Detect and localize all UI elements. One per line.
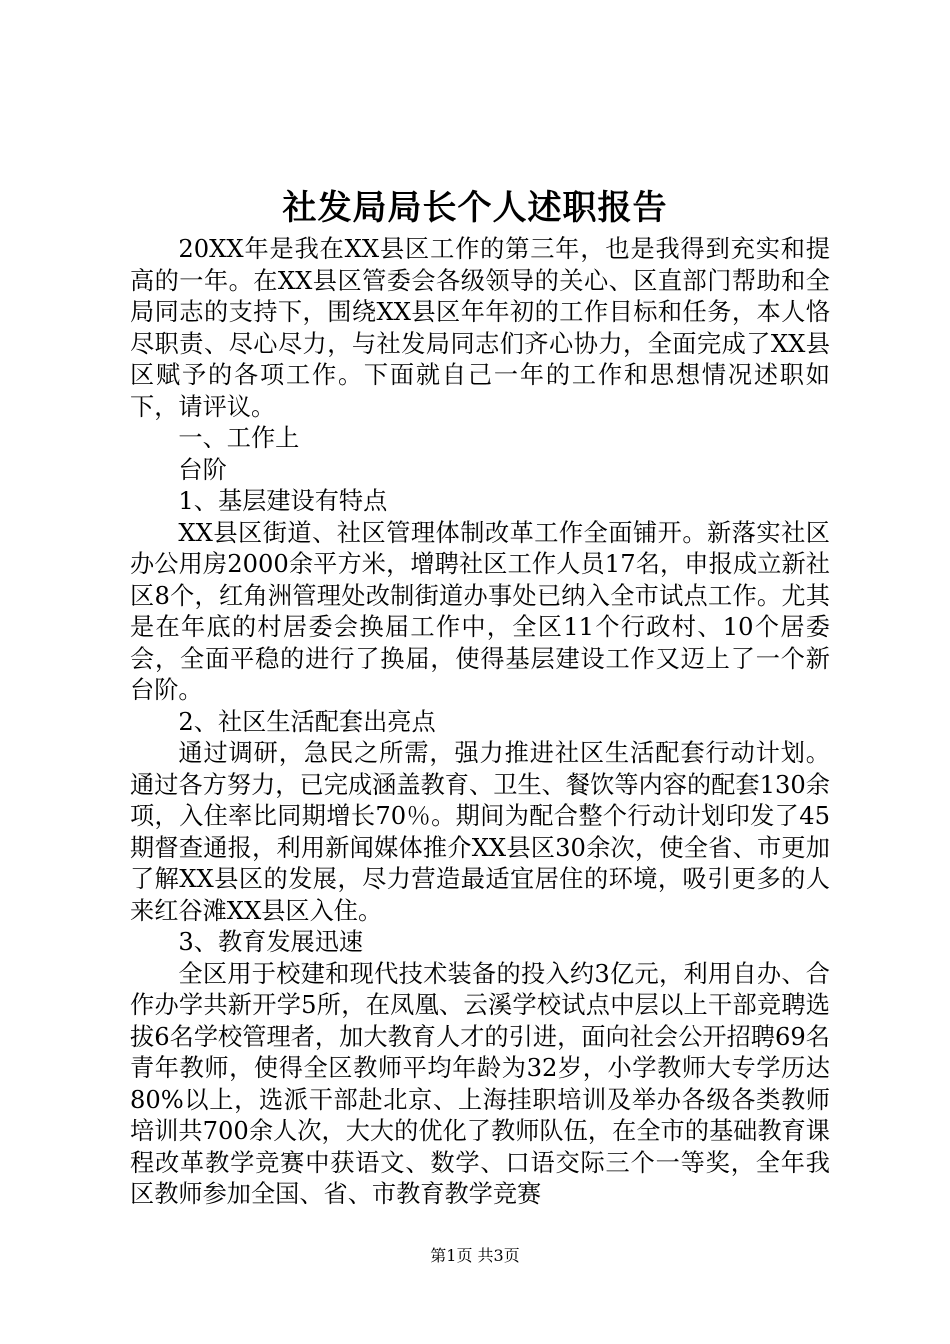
paragraph-item-3: 全区用于校建和现代技术装备的投入约3亿元，利用自办、合作办学共新开学5所，在凤凰、云溪学校试点中层以上干部竞聘选拔6名学校管理者，加大教育人才的引进，面向社会公开招聘69名青年教师，使得全区教师平均年龄为32岁，小学教师大专学历达80%以上，选派干部赴北京、上海挂职培训及举办各级各类教师培训共700余人次，大大的优化了教师队伍，在全市的基础教育课程改革教学竞赛中获语文、数学、口语交际三个一等奖，全年我区教师参加全国、省、市教育教学竞赛 (130, 959, 830, 1208)
section-heading-work: 一、工作上 (178, 424, 300, 452)
document-title: 社发局局长个人述职报告 (282, 188, 668, 228)
paragraph-item-2: 通过调研，急民之所需，强力推进社区生活配套行动计划。通过各方努力，已完成涵盖教育、卫生、餐饮等内容的配套130余项，入住率比同期增长70％。期间为配合整个行动计划印发了45期督查通报，利用新闻媒体推介XX县区30余次，使全省、市更加了解XX县区的发展，尽力营造最适宜居住的环境，吸引更多的人来红谷滩XX县区入住。 (130, 739, 830, 925)
item-heading-2: 2、社区生活配套出亮点 (178, 707, 436, 736)
item-heading-3: 3、教育发展迅速 (178, 928, 364, 956)
item-heading-1: 1、基层建设有特点 (178, 487, 388, 515)
paragraph-intro: 20XX年是我在XX县区工作的第三年，也是我得到充实和提高的一年。在XX县区管委会各级领导的关心、区直部门帮助和全局同志的支持下，围绕XX县区年年初的工作目标和任务，本人恪尽职责、尽心尽力，与社发局同志们齐心协力，全面完成了XX县区赋予的各项工作。下面就自己一年的工作和思想情况述职如下，请评议。 (130, 235, 830, 421)
paragraph-item-1: XX县区街道、社区管理体制改革工作全面铺开。新落实社区办公用房2000余平方米，增聘社区工作人员17名，申报成立新社区8个，红角洲管理处改制街道办事处已纳入全市试点工作。尤其是在年底的村居委会换届工作中，全区11个行政村、10个居委会，全面平稳的进行了换届，使得基层建设工作又迈上了一个新台阶。 (130, 518, 830, 704)
page-number-footer: 第1页 共3页 (430, 1246, 520, 1265)
section-subheading-step: 台阶 (178, 455, 227, 484)
document-body (130, 234, 830, 1211)
